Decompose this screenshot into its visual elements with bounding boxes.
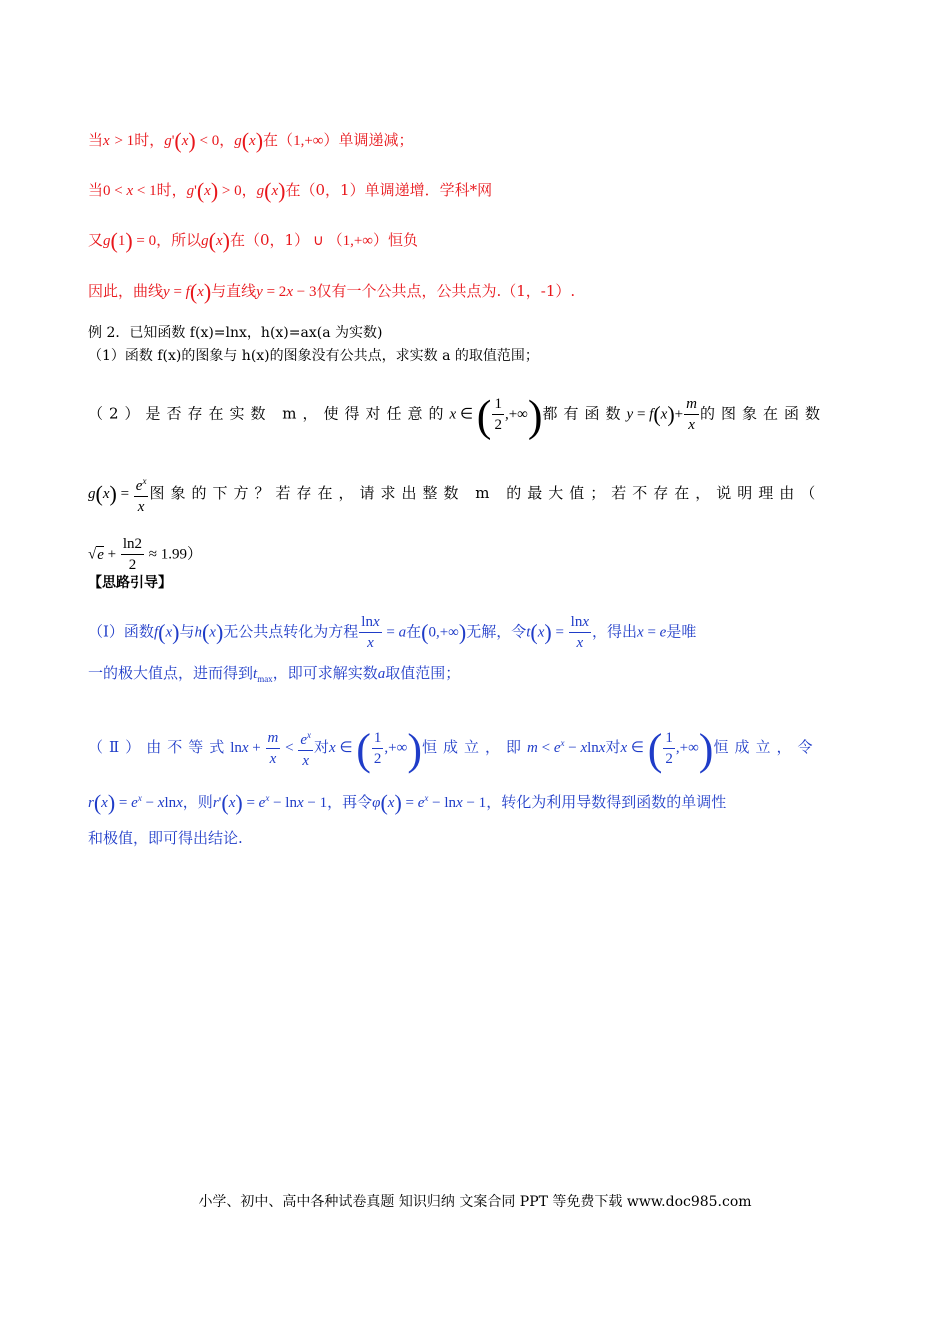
example-question-2-line-3: √e + $\frac{\ln 2}{2}$ ≈ 1.99）: [88, 536, 203, 573]
hint-line-4: $r(x) = e^x - xlnx$，则$r'(x) = e^x - \ln x - 1$，再令$\varphi(x) = e^x - \ln x - 1$，转化为利用导数得到函数的单调性: [88, 790, 727, 815]
proof-line-3: 又g(1) = 0，所以g(x)在（0，1） ∪ （1,+∞）恒负: [88, 228, 418, 253]
proof-line-2: 当0 < x < 1时，g'(x) > 0，g(x)在（0，1）单调递增．学科*网: [88, 178, 493, 203]
hint-line-2: 一的极大值点，进而得到$t_{max}$，即可求解实数a取值范围；: [88, 664, 461, 684]
example-question-2-line-1: （2）是否存在实数 m，使得对任意的x ∈ ( $\frac{1}{2}$ ,+∞)都有函数y = f(x)+ $\frac{m}{x}$ 的图象在函数: [88, 391, 826, 441]
example-title: 例 2．已知函数 f(x)=lnx，h(x)=ax(a 为实数): [88, 325, 383, 341]
hint-line-3: （Ⅱ）由不等式lnx + $\frac{m}{x}$ < $\frac{e^x}{x}$ 对x ∈ ( $\frac{1}{2}$ ,+∞)恒成立，即$m < e^x - xlnx$对x ∈ ( $\frac{1}{2}$ ,+∞)恒成立，令: [88, 725, 819, 774]
proof-line-1: 当x > 1时，g'(x) < 0，g(x)在（1,+∞）单调递减；: [88, 128, 414, 153]
example-question-1: （1）函数 f(x)的图象与 h(x)的图象没有公共点，求实数 a 的取值范围；: [88, 348, 539, 364]
hint-heading: 【思路引导】: [88, 575, 172, 591]
page-footer: 小学、初中、高中各种试卷真题 知识归纳 文案合同 PPT 等免费下载 www.doc985.com: [198, 1194, 752, 1210]
proof-line-4: 因此，曲线y = f(x)与直线y = 2x − 3仅有一个公共点，公共点为.（1，-1）.: [88, 279, 576, 304]
example-question-2-line-2: g(x) = $\frac{e^x}{x}$ 图象的下方？若存在，请求出整数 m 的最大值；若不存在，说明理由（: [88, 471, 821, 517]
hint-line-5: 和极值，即可得出结论.: [88, 829, 243, 847]
hint-line-1: （Ⅰ）函数f(x)与h(x)无公共点转化为方程 $\frac{\ln x}{x}$ = a在(0,+∞)无解，令t(x) = $\frac{\ln x}{x}$ ，得出x = e是唯: [88, 614, 697, 651]
